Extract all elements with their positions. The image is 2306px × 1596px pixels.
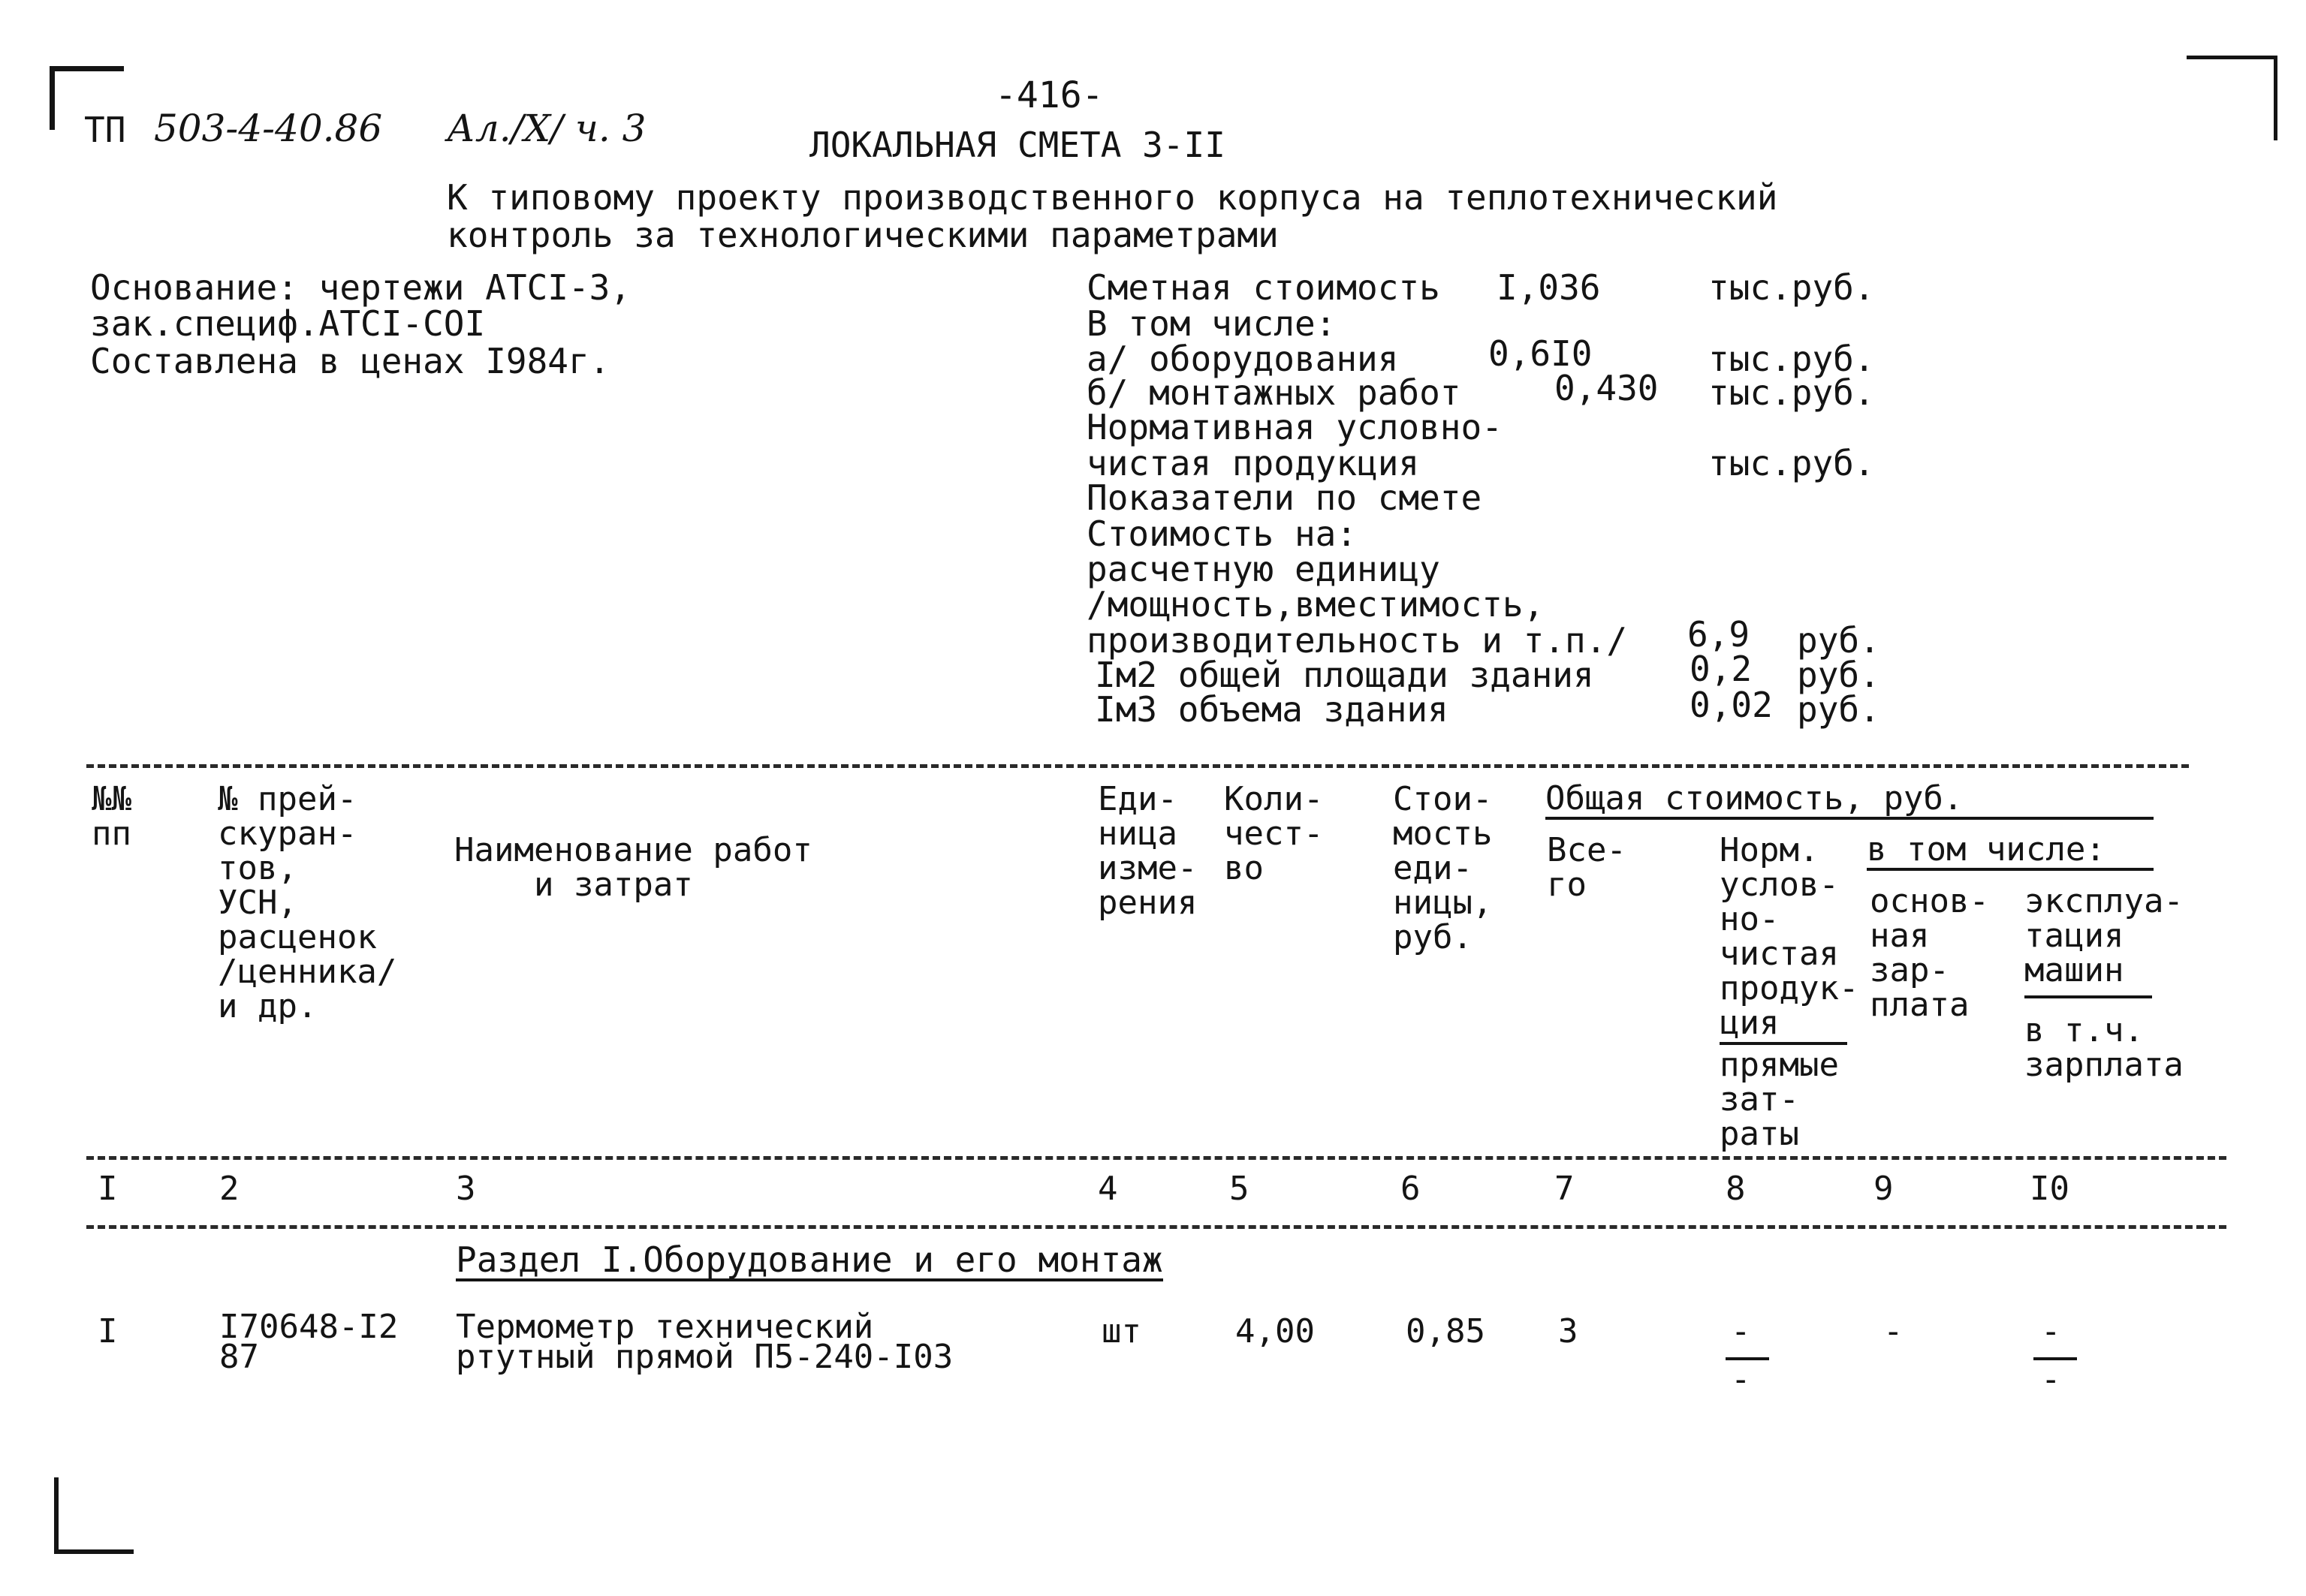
col-header-including-group: в том числе: bbox=[1867, 830, 2106, 869]
col-header-item-number: №№ пп bbox=[92, 780, 131, 853]
document-title: ЛОКАЛЬНАЯ СМЕТА 3-II bbox=[809, 125, 1225, 165]
area-unit: руб. bbox=[1797, 655, 1880, 695]
basis-line-3: Составлена в ценах I984г. bbox=[90, 341, 610, 381]
installation-unit: тыс.руб. bbox=[1708, 372, 1875, 413]
col-number-6: 6 bbox=[1400, 1170, 1421, 1208]
volume-label: Iм3 объема здания bbox=[1095, 689, 1448, 730]
col-number-1: I bbox=[98, 1170, 118, 1208]
installation-value: 0,430 bbox=[1554, 368, 1659, 408]
subtitle-line-1: К типовому проекту производственного корпуса на теплотехнический bbox=[447, 177, 1778, 218]
col-header-machine-operation: эксплуа- тация машин bbox=[2024, 882, 2184, 989]
row-1-number: I bbox=[98, 1312, 118, 1351]
calc-unit-unit: руб. bbox=[1797, 620, 1880, 661]
col-header-norm-production: Норм. услов- но- чистая продук- ция bbox=[1720, 831, 1859, 1042]
row-1-direct-costs: - bbox=[1731, 1360, 1751, 1399]
volume-unit: руб. bbox=[1797, 689, 1880, 730]
norm-production-underline bbox=[1720, 1042, 1847, 1045]
basis-line-1: Основание: чертежи АТСI-3, bbox=[90, 267, 632, 308]
row-1-work-name: Термометр технический ртутный прямой П5-240-I03 bbox=[456, 1308, 954, 1376]
norm-unit: тыс.руб. bbox=[1708, 443, 1875, 483]
col-number-10: I0 bbox=[2030, 1170, 2069, 1208]
col-number-7: 7 bbox=[1554, 1170, 1575, 1208]
machine-operation-underline bbox=[2024, 995, 2152, 998]
total-cost-group-underline bbox=[1545, 817, 2154, 820]
col-number-5: 5 bbox=[1229, 1170, 1249, 1208]
col-number-3: 3 bbox=[456, 1170, 476, 1208]
subtitle-line-2: контроль за технологическими параметрами bbox=[447, 215, 1279, 255]
row-1-base-salary: - bbox=[1883, 1312, 1904, 1351]
col-header-quantity: Коли- чест- во bbox=[1224, 780, 1324, 887]
estimate-cost-unit: тыс.руб. bbox=[1708, 267, 1875, 308]
col-header-price-ref: № прей- скуран- тов, УСН, расценок /ценника/ и др. bbox=[218, 780, 397, 1025]
calc-unit-line-1: расчетную единицу bbox=[1087, 549, 1440, 589]
volume-value: 0,02 bbox=[1690, 685, 1773, 725]
estimate-cost-label: Сметная стоимость bbox=[1087, 267, 1440, 308]
col-header-total-cost-group: Общая стоимость, руб. bbox=[1545, 779, 1964, 818]
corner-mark-top-right bbox=[2187, 56, 2277, 140]
column-numbers-dashed-rule bbox=[86, 1225, 2226, 1229]
basis-line-2: зак.специф.АТСI-СОI bbox=[90, 303, 486, 344]
col-header-unit-cost: Стои- мость еди- ницы, руб. bbox=[1393, 780, 1493, 956]
calc-unit-line-3: производительность и т.п./ bbox=[1087, 620, 1628, 661]
col-number-2: 2 bbox=[219, 1170, 240, 1208]
norm-label-2: чистая продукция bbox=[1087, 443, 1420, 483]
row-1-price-ref: I70648-I2 87 bbox=[219, 1308, 399, 1376]
equipment-label: а/ оборудования bbox=[1087, 339, 1399, 379]
row-1-unit-cost: 0,85 bbox=[1406, 1312, 1485, 1351]
row-1-quantity: 4,00 bbox=[1235, 1312, 1315, 1351]
col-header-unit: Еди- ница изме- рения bbox=[1098, 780, 1198, 922]
indicators-label: Показатели по смете bbox=[1087, 477, 1482, 518]
row-1-machine-salary: - bbox=[2041, 1360, 2061, 1399]
section-title: Раздел I.Оборудование и его монтаж bbox=[456, 1239, 1163, 1280]
col-number-8: 8 bbox=[1726, 1170, 1746, 1208]
equipment-unit: тыс.руб. bbox=[1708, 339, 1875, 379]
row-1-total: 3 bbox=[1558, 1312, 1578, 1351]
corner-mark-bottom-left bbox=[54, 1477, 134, 1554]
estimate-cost-value: I,036 bbox=[1497, 267, 1601, 308]
doc-code-prefix: ТП bbox=[84, 110, 126, 150]
doc-code: 503-4-40.86 bbox=[154, 107, 383, 150]
including-label: В том числе: bbox=[1087, 303, 1337, 344]
col-header-work-name: Наименование работ и затрат bbox=[454, 831, 812, 904]
equipment-value: 0,6I0 bbox=[1488, 333, 1593, 374]
norm-label-1: Нормативная условно- bbox=[1087, 407, 1503, 447]
col-header-total: Все- го bbox=[1547, 831, 1626, 904]
col-header-base-salary: основ- ная зар- плата bbox=[1870, 882, 1989, 1024]
col-header-direct-costs: прямые зат- раты bbox=[1720, 1046, 1839, 1153]
table-top-dashed-rule bbox=[86, 764, 2189, 768]
including-group-underline bbox=[1867, 868, 2154, 871]
album-part: Ал./Х/ ч. 3 bbox=[447, 107, 647, 150]
cost-on-label: Стоимость на: bbox=[1087, 513, 1358, 554]
row-1-machine-operation: - bbox=[2041, 1312, 2061, 1351]
col-number-9: 9 bbox=[1873, 1170, 1894, 1208]
calc-unit-line-2: /мощность,вместимость, bbox=[1087, 584, 1545, 625]
calc-unit-value: 6,9 bbox=[1687, 614, 1750, 655]
row-1-norm-production: - bbox=[1731, 1312, 1751, 1351]
row-1-unit: шт bbox=[1102, 1312, 1141, 1351]
area-value: 0,2 bbox=[1690, 649, 1753, 689]
col-number-4: 4 bbox=[1098, 1170, 1118, 1208]
page-number: -416- bbox=[995, 74, 1104, 116]
col-header-machine-salary: в т.ч. зарплата bbox=[2024, 1011, 2184, 1084]
installation-label: б/ монтажных работ bbox=[1087, 372, 1461, 413]
header-bottom-dashed-rule bbox=[86, 1156, 2226, 1160]
area-label: Iм2 общей площади здания bbox=[1095, 655, 1594, 695]
